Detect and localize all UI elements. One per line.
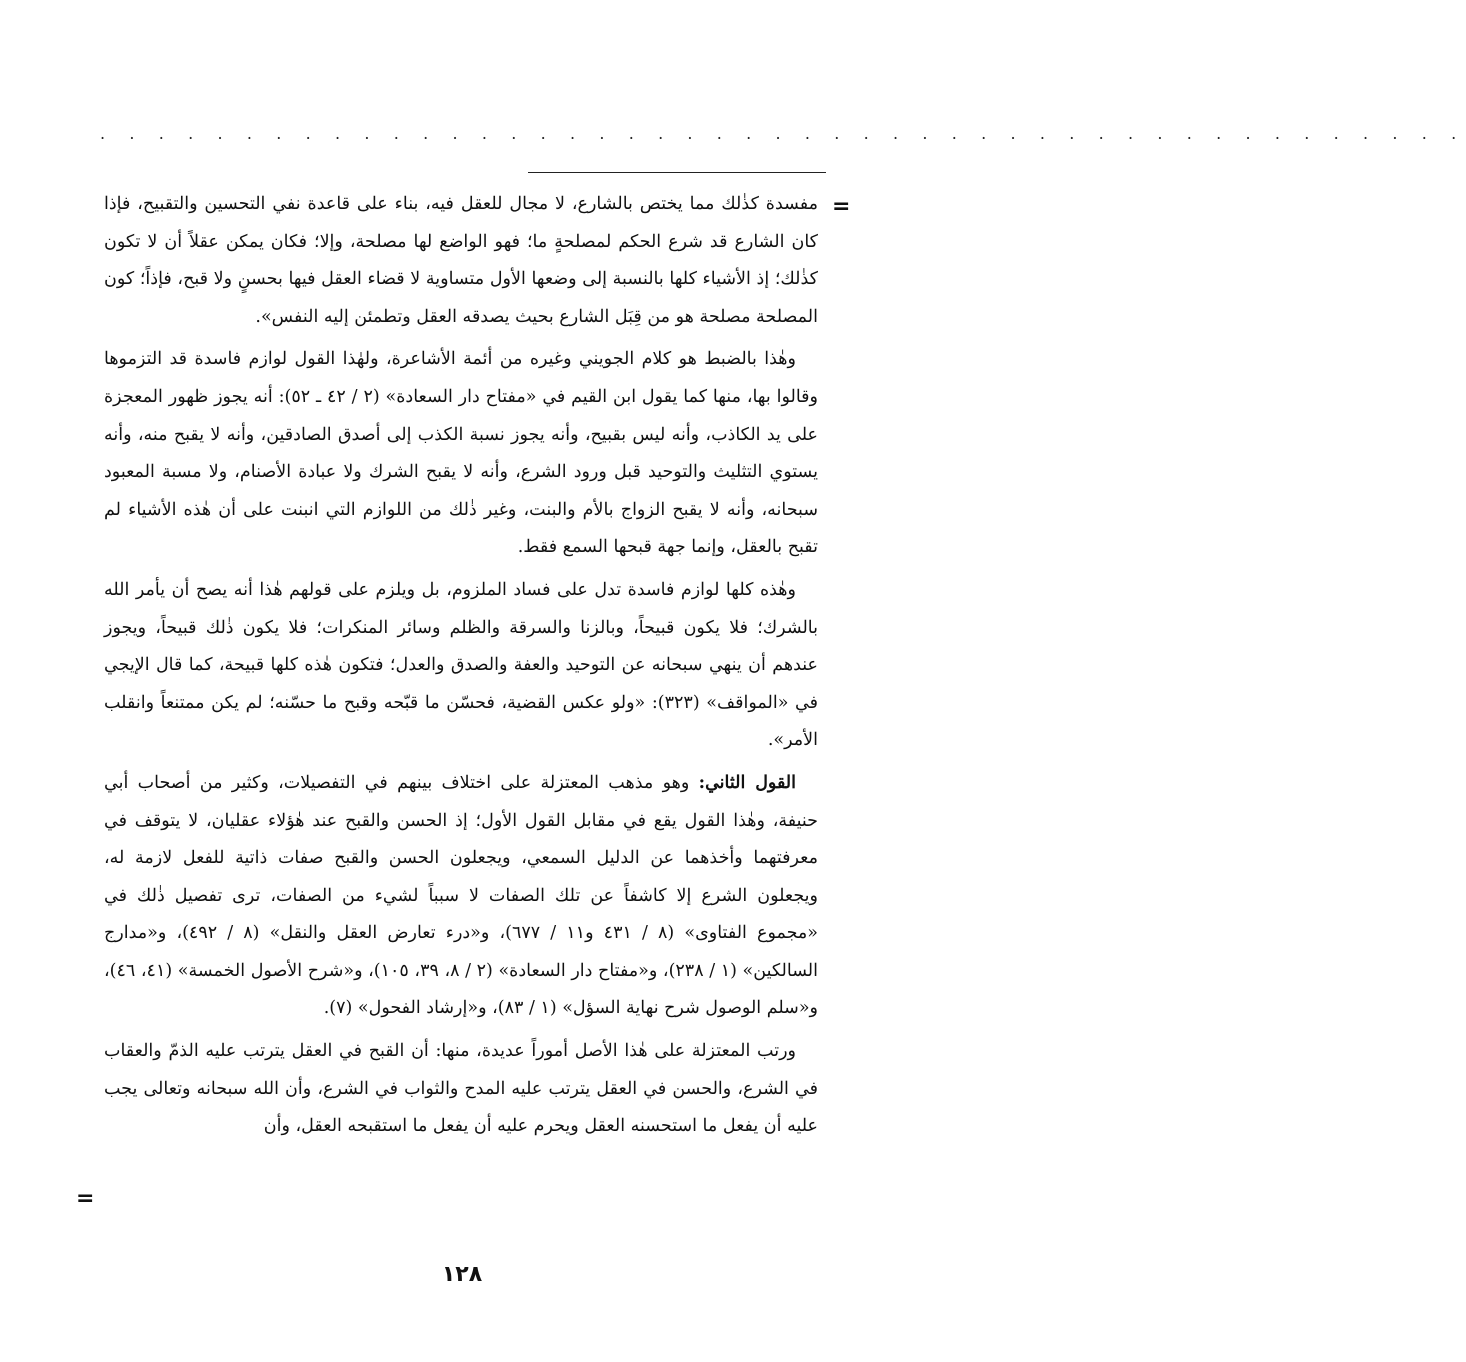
continuation-marker-top: =	[832, 194, 851, 219]
footnote-text-block	[104, 186, 818, 1146]
paragraph-3: وهٰذه كلها لوازم فاسدة تدل على فساد الملزوم، بل ويلزم على قولهم هٰذا أنه يصح أن يأمر الله بالشرك؛ فلا يكون قبيحاً، وبالزنا والسرقة والظلم وسائر المنكرات؛ فلا يكون ذٰلك قبيحاً، ويجوز عندهم أن ينهي سبحانه عن التوحيد والعفة والصدق والعدل؛ فتكون هٰذه كلها قبيحة، كما قال الإيجي في «المواقف» (٣٢٣): «ولو عكس القضية، فحسّن ما قبّحه وقبح ما حسّنه؛ لم يكن ممتنعاً وانقلب الأمر».	[104, 579, 819, 751]
page-number: ١٢٨	[441, 1262, 483, 1287]
paragraph-5: ورتب المعتزلة على هٰذا الأصل أموراً عديدة، منها: أن القبح في العقل يترتب عليه الذمّ والعقاب في الشرع، والحسن في العقل يترتب عليه المدح والثواب في الشرع، وأن الله سبحانه وتعالى يجب عليه أن يفعل ما استحسنه العقل ويحرم عليه أن يفعل ما استقبحه العقل، وأن	[104, 1041, 818, 1137]
continuation-marker-bottom: =	[76, 1186, 95, 1211]
paragraph-1: مفسدة كذٰلك مما يختص بالشارع، لا مجال للعقل فيه، بناء على قاعدة نفي التحسين والتقبيح، فإذا كان الشارع قد شرع الحكم لمصلحةٍ ما؛ فهو الواضع لها مصلحة، وإلا؛ فكان يمكن عقلاً أن لا تكون كذٰلك؛ إذ الأشياء كلها بالنسبة إلى وضعها الأول متساوية لا قضاء العقل فيها بحسنٍ ولا قبح، فإذاً؛ كون المصلحة مصلحة هو من قِبَل الشارع بحيث يصدقه العقل وتطمئن إليه النفس».	[104, 194, 818, 327]
footnote-rule	[528, 172, 826, 173]
paragraph-4	[104, 765, 818, 1028]
paragraph-2: وهٰذا بالضبط هو كلام الجويني وغيره من أئمة الأشاعرة، ولهٰذا القول لوازم فاسدة قد التزموها وقالوا بها، منها كما يقول ابن القيم في «مفتاح دار السعادة» (٢ / ٤٢ ـ ٥٢): أنه يجوز ظهور المعجزة على يد الكاذب، وأنه ليس بقبيح، وأنه يجوز نسبة الكذب إلى أصدق الصادقين، وأنه لا يقبح منه، وأنه يستوي التثليث والتوحيد قبل ورود الشرع، وأنه لا يقبح الشرك ولا عبادة الأصنام، ولا مسبة المعبود سبحانه، وأنه لا يقبح الزواج بالأم والبنت، وغير ذٰلك من اللوازم التي انبنت على أن هٰذه الأشياء لم تقبح بالعقل، وإنما جهة قبحها السمع فقط.	[104, 349, 818, 558]
paragraph-4-label: القول الثاني:	[698, 772, 797, 793]
separator-dots: . . . . . . . . . . . . . . . . . . . . . . . . . . . . . . . . . . . . . . . . . . . . . . .	[100, 124, 1466, 143]
paragraph-4-text: وهو مذهب المعتزلة على اختلاف بينهم في التفصيلات، وكثير من أصحاب أبي حنيفة، وهٰذا القول يقع في مقابل القول الأول؛ إذ الحسن والقبح عند هٰؤلاء عقليان، لا يتوقف في معرفتهما وأخذهما عن الدليل السمعي، ويجعلون الحسن والقبح صفات ذاتية للفعل لازمة له، ويجعلون الشرع إلا كاشفاً عن تلك الصفات لا سبباً لشيء من الصفات، ترى تفصيل ذٰلك في «مجموع الفتاوى» (٨ / ٤٣١ و١١ / ٦٧٧)، و«درء تعارض العقل والنقل» (٨ / ٤٩٢)، و«مدارج السالكين» (١ / ٢٣٨)، و«مفتاح دار السعادة» (٢ / ٨، ٣٩، ١٠٥)، و«شرح الأصول الخمسة» (٤١، ٤٦)، و«سلم الوصول شرح نهاية السؤل» (١ / ٨٣)، و«إرشاد الفحول» (٧).	[104, 772, 818, 1019]
